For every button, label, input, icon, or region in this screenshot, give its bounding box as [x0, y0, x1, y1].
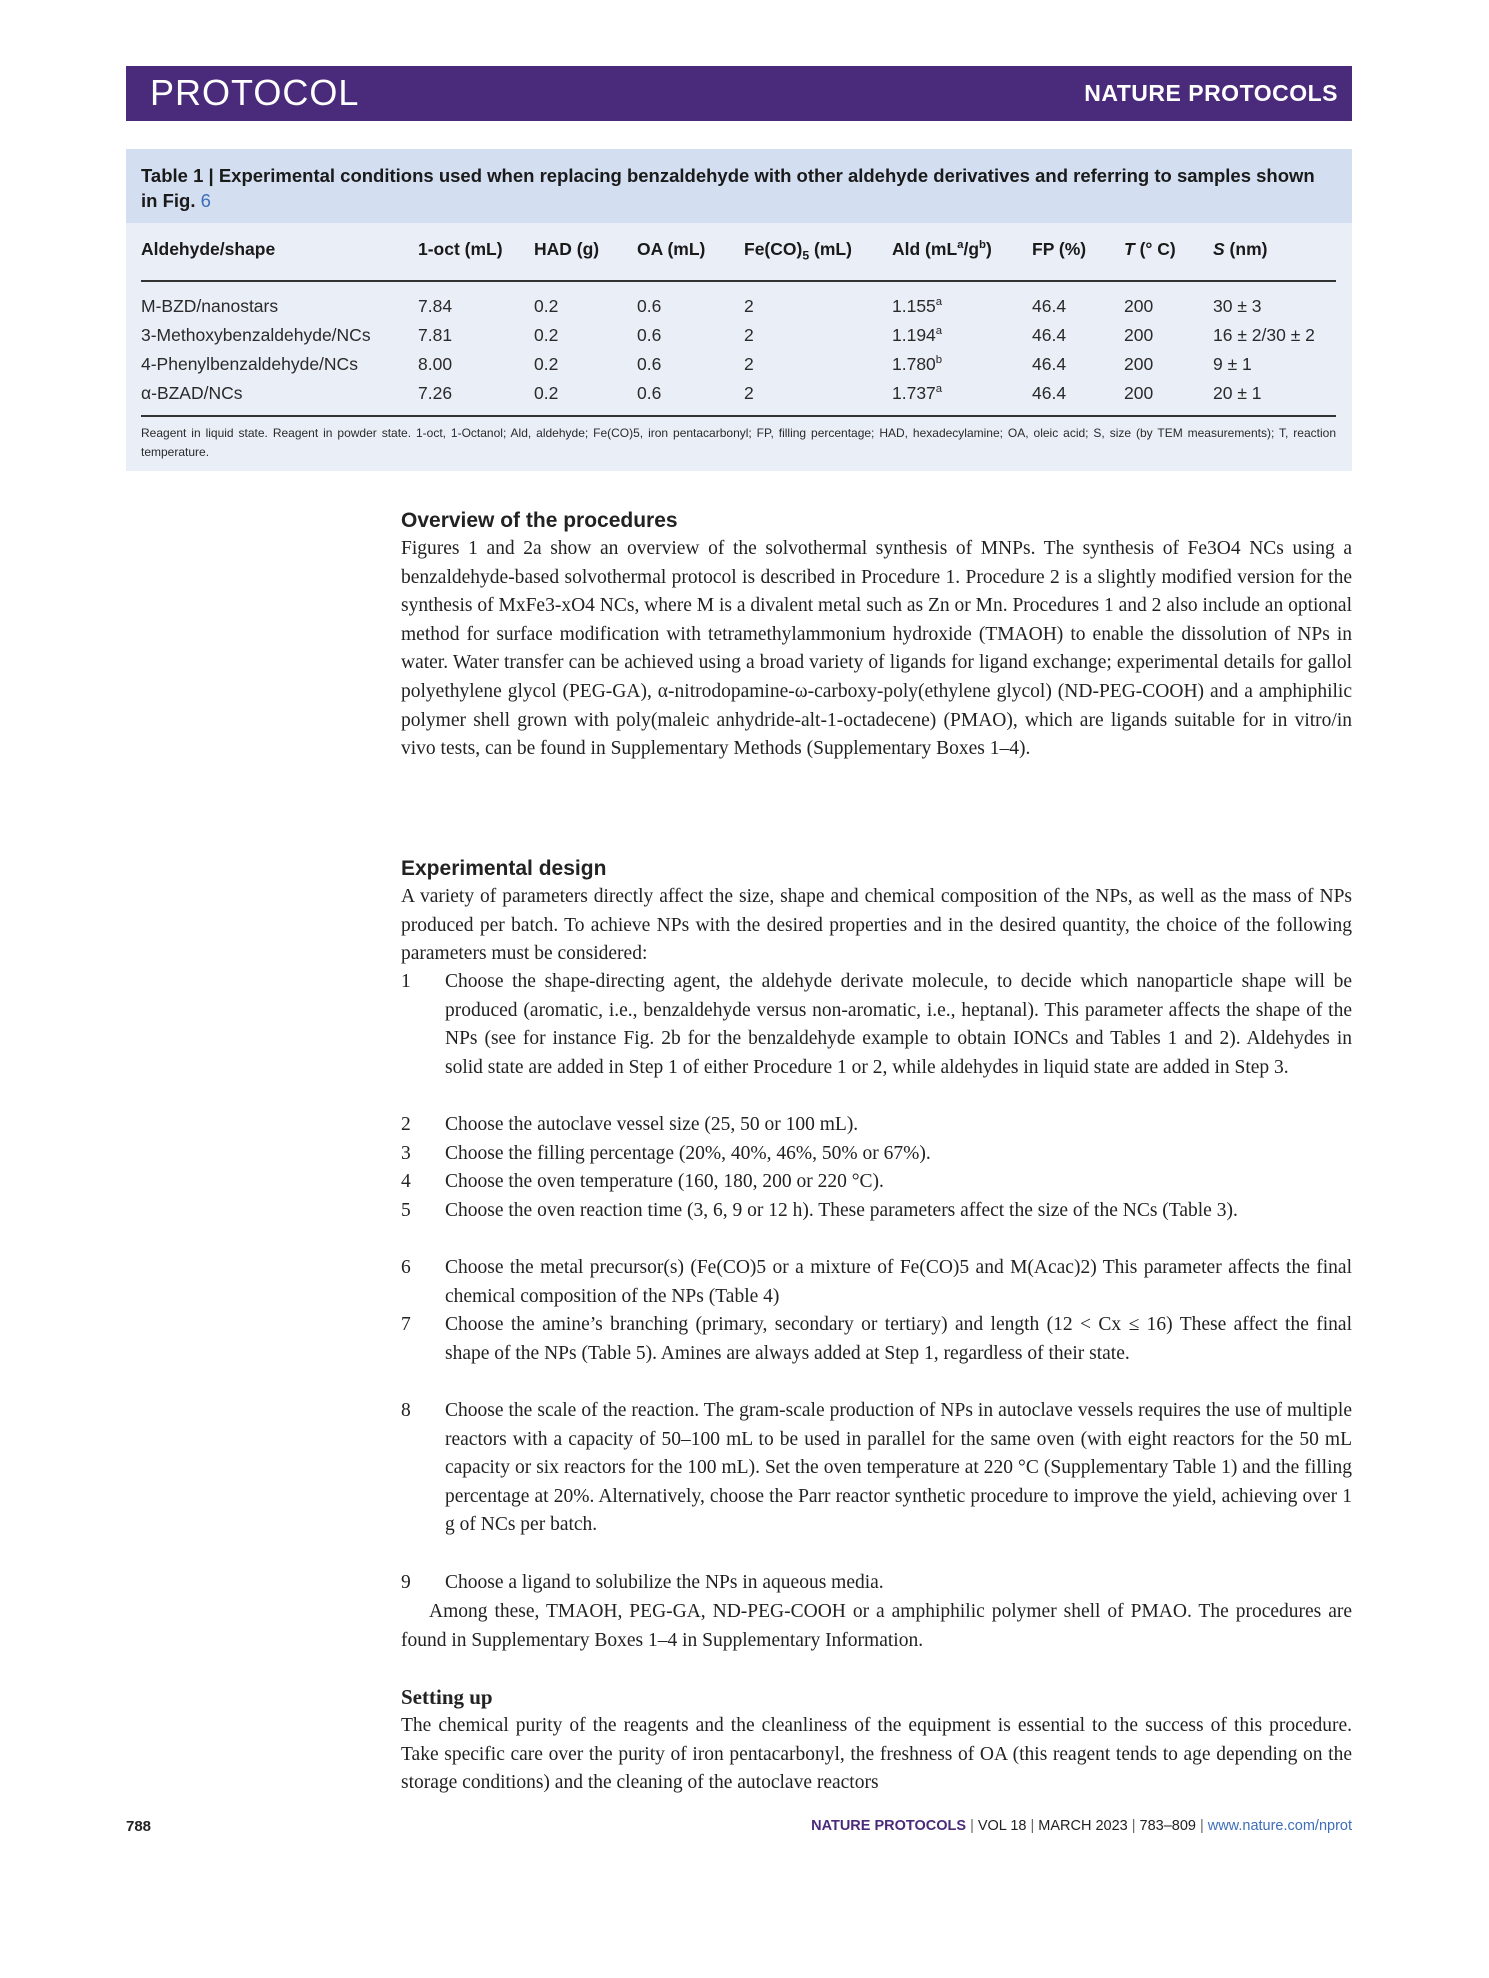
list-item: 4 Choose the oven temperature (160, 180, 200 or 220 °C). — [401, 1168, 1352, 1197]
ald-value: 1.194 — [892, 325, 936, 345]
list-item-text: Choose the scale of the reaction. The gram-scale production of NPs in autoclave vessels requires the use of multiple reactors with a capacity of 50–100 mL to be used in parallel for the same oven (with eight reactors for the 50 mL capacity or six reactors for the 100 mL). Set the oven temperature at 220 °C (Supplementary Table 1) and the filling percentage at 20%. Alternatively, choose the Parr reactor synthetic procedure to improve the yield, achieving over 1 g of NCs per batch. — [445, 1400, 1352, 1536]
design-closing: Among these, TMAOH, PEG-GA, ND-PEG-COOH or a amphiphilic polymer shell of PMAO. The procedures are found in Supplementary Boxes 1–4 in Supplementary Information. — [401, 1601, 1352, 1651]
col-header-oa: OA (mL) — [637, 239, 706, 259]
setup-paragraph: The chemical purity of the reagents and the cleanliness of the equipment is essential to the success of this procedure. Take specific care over the purity of iron pentacarbonyl, the freshness of OA (this reagent tends to age depending on the storage conditions) and the cleaning of the autoclave reactors — [401, 1715, 1352, 1794]
table-rule-bottom — [141, 415, 1336, 417]
table-cell: 0.6 — [637, 296, 662, 316]
design-list — [401, 968, 1352, 1628]
fig-6-link[interactable]: 6 — [200, 190, 211, 211]
ald-value: 1.780 — [892, 354, 936, 374]
table-footnote: Reagent in liquid state. Reagent in powder state. 1-oct, 1-Octanol; Ald, aldehyde; Fe(CO)5, iron pentacarbonyl; FP, filling percentage; HAD, hexadecylamine; OA, oleic acid; S, size (by TEM measurements); T, reaction temperature. — [141, 426, 1336, 459]
footer-date: MARCH 2023 — [1038, 1818, 1128, 1834]
list-item-text: Choose the autoclave vessel size (25, 50 or 100 mL). — [445, 1114, 859, 1135]
overview-section — [401, 509, 1352, 764]
list-item-text: Choose the amine’s branching (primary, secondary or tertiary) and length (12 < Cx ≤ 16) These affect the final shape of the NPs (Table 5). Amines are always added at Step 1, regardless of their state. — [445, 1314, 1352, 1364]
design-heading: Experimental design — [401, 857, 607, 880]
ald-note: a — [935, 325, 943, 338]
footer-citation: NATURE PROTOCOLS | VOL 18 | MARCH 2023 | 783–809 | www.nature.com/nprot — [811, 1818, 1352, 1834]
col-header-t: T (° C) — [1124, 239, 1176, 259]
table-cell: 46.4 — [1032, 325, 1067, 345]
design-intro: A variety of parameters directly affect the size, shape and chemical composition of the NPs, as well as the mass of NPs produced per batch. To achieve NPs with the desired properties and in the desired quantity, the choice of the following parameters must be considered: — [401, 886, 1352, 965]
col-header-ald: Ald $(mL^a/g^b)$ — [892, 239, 992, 259]
table-1 — [126, 149, 1352, 471]
journal-name: NATURE PROTOCOLS — [1084, 80, 1338, 106]
overview-heading: Overview of the procedures — [401, 509, 678, 532]
table-cell: 0.2 — [534, 325, 559, 345]
table-cell: 8.00 — [418, 354, 453, 374]
list-item-text: Choose a ligand to solubilize the NPs in aqueous media. — [445, 1572, 884, 1593]
setup-section — [401, 1685, 1352, 1798]
table-cell: 2 — [744, 383, 754, 403]
section-label: PROTOCOL — [150, 72, 360, 113]
header-bar — [126, 66, 1352, 121]
table-cell: 0.2 — [534, 354, 559, 374]
ald-value: 1.155 — [892, 296, 936, 316]
table-cell: 2 — [744, 296, 754, 316]
table-cell: 46.4 — [1032, 383, 1067, 403]
journal-url[interactable]: www.nature.com/nprot — [1207, 1818, 1352, 1834]
table-cell: 4-Phenylbenzaldehyde/NCs — [141, 354, 358, 374]
ald-note: a — [935, 383, 943, 396]
col-header-aldehyde: Aldehyde/shape — [141, 239, 276, 259]
footer-pages: 783–809 — [1139, 1818, 1196, 1834]
list-item-text: Choose the filling percentage (20%, 40%, 46%, 50% or 67%). — [445, 1143, 931, 1164]
ald-note: a — [935, 296, 943, 309]
table-cell: 7.81 — [418, 325, 453, 345]
col-header-1-oct: 1-oct (mL) — [418, 239, 503, 259]
table-cell: 200 — [1124, 325, 1154, 345]
list-item: 3 Choose the filling percentage (20%, 40%, 46%, 50% or 67%). — [401, 1140, 1352, 1169]
list-item: 2 Choose the autoclave vessel size (25, 50 or 100 mL). — [401, 1111, 1352, 1140]
table-cell: 7.26 — [418, 383, 453, 403]
table-cell: 20 ± 1 — [1213, 383, 1262, 403]
table-cell: M-BZD/nanostars — [141, 296, 279, 316]
table-cell: 0.2 — [534, 296, 559, 316]
table-rule-top — [141, 280, 1336, 282]
footer-volume: VOL 18 — [977, 1818, 1027, 1834]
table-cell — [892, 354, 942, 375]
list-item-text: Choose the shape-directing agent, the aldehyde derivate molecule, to decide which nanoparticle shape will be produced (aromatic, i.e., benzaldehyde versus non-aromatic, i.e., heptanal). This parameter affects the shape of the NPs (see for instance Fig. 2b for the benzaldehyde example to obtain IONCs and Tables 1 and 2). Aldehydes in solid state are added in Step 1 of either Procedure 1 or 2, while aldehydes in liquid state are added in Step 3. — [445, 971, 1352, 1078]
table-cell: 0.6 — [637, 383, 662, 403]
list-item: 5 Choose the oven reaction time (3, 6, 9 or 12 h). These parameters affect the size of the NCs (Table 3). — [401, 1197, 1352, 1226]
table-cell: 7.84 — [418, 296, 453, 316]
table-cell: α-BZAD/NCs — [141, 383, 243, 403]
table-caption-text: Experimental conditions used when replacing benzaldehyde with other aldehyde derivatives and referring to samples shown in Fig. — [141, 165, 1315, 211]
table-caption-label: Table 1 | — [141, 165, 214, 186]
list-item-text: Choose the metal precursor(s) (Fe(CO)5 or a mixture of Fe(CO)5 and M(Acac)2) This parameter affects the final chemical composition of the NPs (Table 4) — [445, 1257, 1352, 1307]
design-closing-section — [401, 1598, 1352, 1655]
list-item-text: Choose the oven reaction time (3, 6, 9 or 12 h). These parameters affect the size of the NCs (Table 3). — [445, 1200, 1238, 1221]
table-cell: 0.6 — [637, 354, 662, 374]
list-item: 6 Choose the metal precursor(s) (Fe(CO)5 or a mixture of Fe(CO)5 and M(Acac)2) This parameter affects the final chemical composition of the NPs (Table 4) — [401, 1254, 1352, 1311]
table-cell: 46.4 — [1032, 354, 1067, 374]
table-cell — [892, 325, 942, 346]
table-cell — [892, 296, 942, 317]
col-header-s: S (nm) — [1213, 239, 1268, 259]
list-item: 1 Choose the shape-directing agent, the aldehyde derivate molecule, to decide which nanoparticle shape will be produced (aromatic, i.e., benzaldehyde versus non-aromatic, i.e., heptanal). This parameter affects the shape of the NPs (see for instance Fig. 2b for the benzaldehyde example to obtain IONCs and Tables 1 and 2). Aldehydes in solid state are added in Step 1 of either Procedure 1 or 2, while aldehydes in liquid state are added in Step 3. — [401, 968, 1352, 1082]
overview-paragraph: Figures 1 and 2a show an overview of the solvothermal synthesis of MNPs. The synthesis of Fe3O4 NCs using a benzaldehyde-based solvothermal protocol is described in Procedure 1. Procedure 2 is a slightly modified version for the synthesis of MxFe3-xO4 NCs, where M is a divalent metal such as Zn or Mn. Procedures 1 and 2 also include an optional method for surface modification with tetramethylammonium hydroxide (TMAOH) to enable the dissolution of NPs in water. Water transfer can be achieved using a broad variety of ligands for ligand exchange; experimental details for gallol polyethylene glycol (PEG-GA), α-nitrodopamine-ω-carboxy-poly(ethylene glycol) (ND-PEG-COOH) and a amphiphilic polymer shell grown with poly(maleic anhydride-alt-1-octadecene) (PMAO), which are ligands suitable for in vitro/in vivo tests, can be found in Supplementary Methods (Supplementary Boxes 1–4). — [401, 538, 1352, 760]
table-cell — [892, 383, 942, 404]
ald-value: 1.737 — [892, 383, 936, 403]
page-number: 788 — [126, 1818, 152, 1835]
table-cell: 16 ± 2/30 ± 2 — [1213, 325, 1315, 345]
setup-heading: Setting up — [401, 1685, 493, 1709]
table-cell: 200 — [1124, 296, 1154, 316]
table-cell: 30 ± 3 — [1213, 296, 1262, 316]
table-cell: 200 — [1124, 354, 1154, 374]
ald-note: b — [935, 354, 943, 367]
table-cell: 9 ± 1 — [1213, 354, 1252, 374]
table-cell: 200 — [1124, 383, 1154, 403]
table-cell: 2 — [744, 354, 754, 374]
design-section — [401, 857, 1352, 969]
table-cell: 0.2 — [534, 383, 559, 403]
list-item: 7 Choose the amine’s branching (primary, secondary or tertiary) and length (12 < Cx ≤ 16) These affect the final shape of the NPs (Table 5). Amines are always added at Step 1, regardless of their state. — [401, 1311, 1352, 1368]
list-item: 8 Choose the scale of the reaction. The gram-scale production of NPs in autoclave vessels requires the use of multiple reactors with a capacity of 50–100 mL to be used in parallel for the same oven (with eight reactors for the 50 mL capacity or six reactors for the 100 mL). Set the oven temperature at 220 °C (Supplementary Table 1) and the filling percentage at 20%. Alternatively, choose the Parr reactor synthetic procedure to improve the yield, achieving over 1 g of NCs per batch. — [401, 1397, 1352, 1540]
list-item-text: Choose the oven temperature (160, 180, 200 or 220 °C). — [445, 1171, 884, 1192]
table-caption — [141, 163, 1336, 213]
table-cell: 3-Methoxybenzaldehyde/NCs — [141, 325, 371, 345]
col-header-fp: FP (%) — [1032, 239, 1087, 259]
list-item: 9 Choose a ligand to solubilize the NPs in aqueous media. — [401, 1569, 1352, 1598]
table-cell: 46.4 — [1032, 296, 1067, 316]
col-header-had: HAD (g) — [534, 239, 600, 259]
footer-journal: NATURE PROTOCOLS — [811, 1818, 967, 1834]
col-header-feco5: $Fe(CO)_5$ (mL) — [744, 239, 852, 263]
table-cell: 0.6 — [637, 325, 662, 345]
table-cell: 2 — [744, 325, 754, 345]
